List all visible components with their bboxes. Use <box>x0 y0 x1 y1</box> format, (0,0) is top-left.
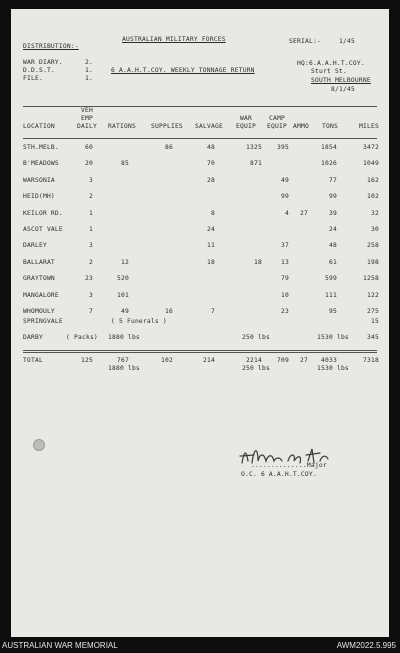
row-rations: 85 <box>121 160 129 167</box>
row-camp-equip: 23 <box>281 308 289 315</box>
row-location: ASCOT VALE <box>23 226 63 233</box>
row-veh: 3 <box>89 242 93 249</box>
row-war-equip: 1325 <box>246 144 262 151</box>
row-miles: 198 <box>367 259 379 266</box>
distribution-item-name: WAR DIARY. <box>23 59 63 66</box>
address-line: HQ:6.A.A.H.T.COY. <box>297 60 365 67</box>
total-rations-lbs: 1880 lbs <box>108 365 140 372</box>
total-tons-lbs: 1530 lbs <box>317 365 349 372</box>
row-salvage: 24 <box>207 226 215 233</box>
row-location: B'MEADOWS <box>23 160 59 167</box>
row-rations: 12 <box>121 259 129 266</box>
distribution-item-name: FILE. <box>23 75 43 82</box>
row-miles: 1049 <box>363 160 379 167</box>
column-header-supplies: SUPPLIES <box>151 123 183 130</box>
footer-credit: AUSTRALIAN WAR MEMORIAL <box>2 641 118 650</box>
row-salvage: 70 <box>207 160 215 167</box>
row-war-equip: 18 <box>254 259 262 266</box>
total-camp-equip: 709 <box>277 357 289 364</box>
document-title: AUSTRALIAN MILITARY FORCES <box>122 36 226 43</box>
distribution-item-copies: 1. <box>85 75 93 82</box>
row-rations: 49 <box>121 308 129 315</box>
table-header-rule <box>23 138 377 139</box>
total-tons: 4033 <box>321 357 337 364</box>
row-salvage: 28 <box>207 177 215 184</box>
column-header-location: LOCATION <box>23 123 55 130</box>
total-rule <box>23 350 377 351</box>
row-veh: 3 <box>89 177 93 184</box>
row-location: DARBY <box>23 334 43 341</box>
row-veh: 2 <box>89 259 93 266</box>
row-veh: 1 <box>89 226 93 233</box>
row-tons: 95 <box>329 308 337 315</box>
distribution-item-copies: 1. <box>85 67 93 74</box>
row-miles: 30 <box>371 226 379 233</box>
row-miles: 15 <box>371 318 379 325</box>
row-veh: 1 <box>89 210 93 217</box>
row-veh: 20 <box>85 160 93 167</box>
row-tons: 1854 <box>321 144 337 151</box>
row-rations-lbs: 1880 lbs <box>108 334 140 341</box>
row-miles: 3472 <box>363 144 379 151</box>
address-line: 8/1/45 <box>331 86 355 93</box>
row-veh: 23 <box>85 275 93 282</box>
row-rations: 101 <box>117 292 129 299</box>
row-tons: 1026 <box>321 160 337 167</box>
row-location: GRAYTOWN <box>23 275 55 282</box>
row-location: STH.MELB. <box>23 144 59 151</box>
row-location: WHOMOULY <box>23 308 55 315</box>
row-tons: 599 <box>325 275 337 282</box>
total-war-equip: 2214 <box>246 357 262 364</box>
total-war-equip-lbs: 250 lbs <box>242 365 270 372</box>
return-title: 6 A.A.H.T.COY. WEEKLY TONNAGE RETURN <box>111 67 255 74</box>
row-tons-lbs: 1530 lbs <box>317 334 349 341</box>
row-tons: 77 <box>329 177 337 184</box>
total-rule <box>23 352 377 353</box>
signature-title: ..............Major <box>251 462 327 469</box>
document-sheet <box>11 9 389 637</box>
total-ammo: 27 <box>300 357 308 364</box>
signature-unit: O.C. 6 A.A.H.T.COY. <box>241 471 317 478</box>
column-header-veh: VEH EMP DAILY <box>77 107 97 130</box>
row-veh: 60 <box>85 144 93 151</box>
row-miles: 102 <box>367 193 379 200</box>
total-supplies: 102 <box>161 357 173 364</box>
row-supplies: 86 <box>165 144 173 151</box>
row-camp-equip: 10 <box>281 292 289 299</box>
distribution-item-copies: 2. <box>85 59 93 66</box>
row-miles: 258 <box>367 242 379 249</box>
total-veh: 125 <box>81 357 93 364</box>
row-miles: 122 <box>367 292 379 299</box>
serial-label: SERIAL:- <box>289 38 321 45</box>
column-header-miles: MILES <box>359 123 379 130</box>
row-location: BALLARAT <box>23 259 55 266</box>
row-miles: 32 <box>371 210 379 217</box>
column-header-ammo: AMMO <box>293 123 309 130</box>
row-location: SPRINGVALE <box>23 318 63 325</box>
column-header-rations: RATIONS <box>108 123 136 130</box>
row-camp-equip: 4 <box>285 210 289 217</box>
row-veh: 7 <box>89 308 93 315</box>
row-location: KEILOR RD. <box>23 210 63 217</box>
row-salvage: 18 <box>207 259 215 266</box>
address-line: Sturt St. <box>311 68 347 75</box>
total-salvage: 214 <box>203 357 215 364</box>
row-tons: 24 <box>329 226 337 233</box>
row-salvage: 7 <box>211 308 215 315</box>
column-header-war-equip: WAR EQUIP <box>236 115 256 130</box>
row-tons: 48 <box>329 242 337 249</box>
row-ammo: 27 <box>300 210 308 217</box>
row-location: DARLEY <box>23 242 47 249</box>
row-war-equip-lbs: 250 lbs <box>242 334 270 341</box>
row-location: HEID(MH) <box>23 193 55 200</box>
row-veh: 3 <box>89 292 93 299</box>
row-location: MANGALORE <box>23 292 59 299</box>
row-war-equip: 871 <box>250 160 262 167</box>
distribution-item-name: D.D.S.T. <box>23 67 55 74</box>
row-note: ( 5 Funerals ) <box>111 318 167 325</box>
row-tons: 39 <box>329 210 337 217</box>
row-camp-equip: 49 <box>281 177 289 184</box>
total-label: TOTAL <box>23 357 43 364</box>
address-line: SOUTH MELBOURNE <box>311 77 371 84</box>
row-salvage: 8 <box>211 210 215 217</box>
row-tons: 61 <box>329 259 337 266</box>
punch-hole <box>33 439 45 451</box>
row-miles: 1258 <box>363 275 379 282</box>
total-miles: 7318 <box>363 357 379 364</box>
row-tons: 111 <box>325 292 337 299</box>
column-header-salvage: SALVAGE <box>195 123 223 130</box>
row-packs: ( Packs) <box>66 334 98 341</box>
row-camp-equip: 79 <box>281 275 289 282</box>
serial-value: 1/45 <box>339 38 355 45</box>
row-salvage: 11 <box>207 242 215 249</box>
row-rations: 520 <box>117 275 129 282</box>
row-salvage: 48 <box>207 144 215 151</box>
column-header-camp-equip: CAMP EQUIP <box>267 115 287 130</box>
row-veh: 2 <box>89 193 93 200</box>
row-tons: 99 <box>329 193 337 200</box>
row-supplies: 16 <box>165 308 173 315</box>
row-location: WARSONIA <box>23 177 55 184</box>
row-camp-equip: 37 <box>281 242 289 249</box>
row-miles: 275 <box>367 308 379 315</box>
footer-accession: AWM2022.5.995 <box>336 641 396 650</box>
total-rations: 767 <box>117 357 129 364</box>
row-camp-equip: 99 <box>281 193 289 200</box>
row-camp-equip: 395 <box>277 144 289 151</box>
distribution-label: DISTRIBUTION:- <box>23 43 79 50</box>
row-camp-equip: 13 <box>281 259 289 266</box>
row-miles: 162 <box>367 177 379 184</box>
column-header-tons: TONS <box>322 123 338 130</box>
row-miles: 345 <box>367 334 379 341</box>
